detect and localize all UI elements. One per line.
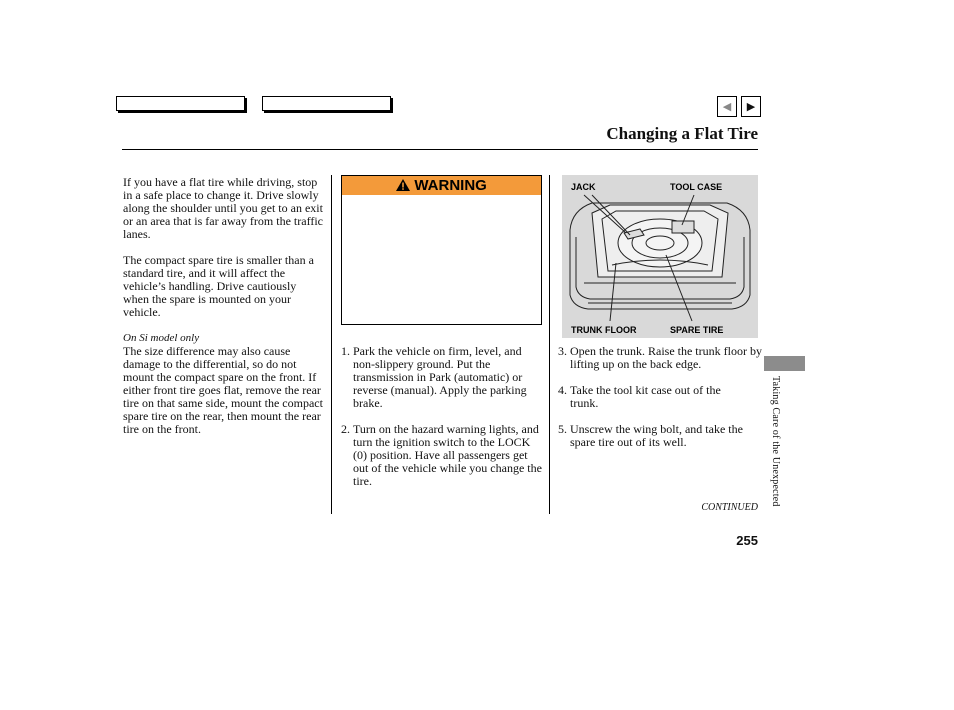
column-divider-left	[331, 175, 332, 514]
continued-label: CONTINUED	[701, 502, 758, 513]
page-title: Changing a Flat Tire	[606, 124, 758, 143]
spare-tire-label: SPARE TIRE	[670, 325, 724, 335]
step-text: Unscrew the wing bolt, and take the spare tire out of its well.	[570, 422, 743, 449]
right-triangle-icon: ▶	[746, 100, 756, 113]
section-tab-label: Taking Care of the Unexpected	[770, 376, 781, 507]
warning-label: WARNING	[414, 177, 487, 194]
spare-tire-paragraph: The compact spare tire is smaller than a standard tire, and it will affect the vehicle’s handling. Drive cautiously when the spare is mounted on your vehicle.	[123, 253, 314, 319]
step-text: Turn on the hazard warning lights, and turn the ignition switch to the LOCK (0) position. Have all passengers get out of the vehicle while you change the tire.	[353, 422, 542, 488]
section-tab-marker	[764, 356, 805, 371]
next-page-button[interactable]	[741, 96, 761, 117]
page-number: 255	[736, 533, 758, 548]
warning-header	[342, 176, 541, 195]
left-triangle-icon: ◀	[722, 100, 732, 113]
tool-case-label: TOOL CASE	[670, 182, 723, 192]
title-rule	[122, 149, 758, 150]
warning-triangle-icon	[396, 179, 410, 191]
intro-paragraph: If you have a flat tire while driving, stop in a safe place to change it. Drive slowly along the shoulder until you get to an exit or an area that is far away from the traffic lanes.	[123, 175, 324, 241]
trunk-drawing	[562, 175, 758, 338]
trunk-illustration	[562, 175, 758, 338]
trunk-floor-label: TRUNK FLOOR	[571, 325, 637, 335]
jack-label: JACK	[571, 182, 596, 192]
step-number: 2.	[341, 422, 350, 436]
prev-page-button[interactable]	[717, 96, 737, 117]
step-number: 5.	[558, 422, 567, 436]
warning-box	[341, 175, 542, 325]
step-text: Open the trunk. Raise the trunk floor by lifting up on the back edge.	[570, 344, 762, 371]
step-number: 3.	[558, 344, 567, 358]
step-text: Park the vehicle on firm, level, and non-slippery ground. Put the transmission in Park (automatic) or reverse (manual). Apply the parking brake.	[353, 344, 527, 410]
nav-box-index[interactable]	[262, 96, 391, 111]
differential-paragraph: The size difference may also cause damage to the differential, so do not mount the compact spare on the front. If either front tire goes flat, remove the rear tire on that same side, mount the compact spare tire on the rear, then mount the rear tire on the front.	[123, 344, 323, 436]
model-note: On Si model only	[123, 332, 200, 344]
nav-box-contents[interactable]	[116, 96, 245, 111]
step-number: 1.	[341, 344, 350, 358]
step-text: Take the tool kit case out of the trunk.	[570, 383, 721, 410]
column-divider-right	[549, 175, 550, 514]
step-number: 4.	[558, 383, 567, 397]
